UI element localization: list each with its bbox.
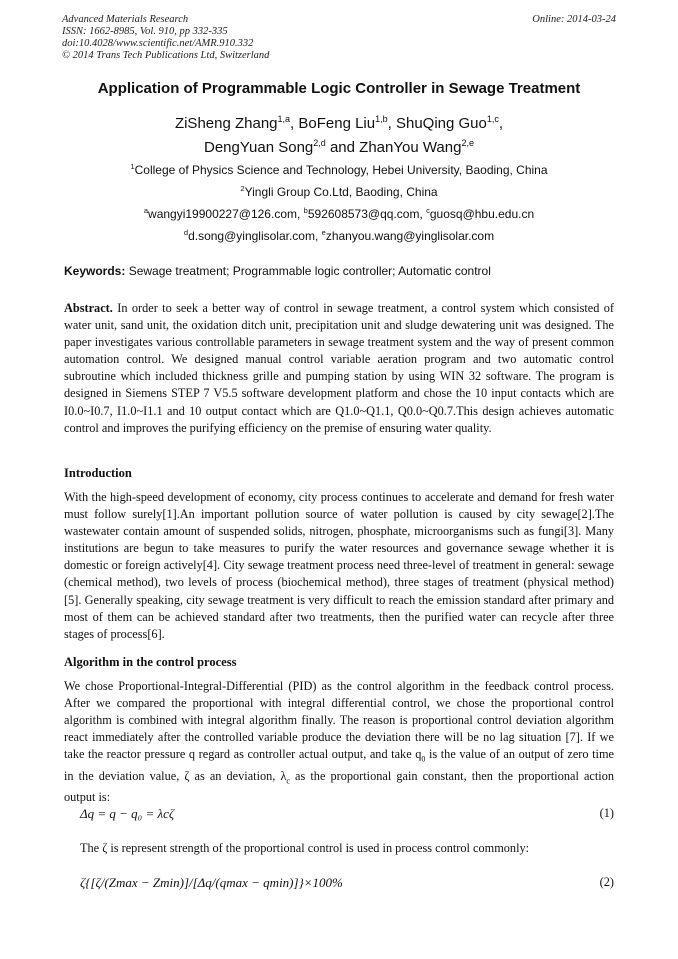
keywords-label: Keywords:	[64, 264, 126, 278]
keywords-text: Sewage treatment; Programmable logic controller; Automatic control	[128, 264, 491, 278]
affil-text: Yingli Group Co.Ltd, Baoding, China	[244, 185, 438, 199]
author-name: ZhanYou Wang	[359, 139, 462, 156]
journal-name: Advanced Materials Research	[62, 14, 189, 25]
algorithm-text-part: is the value of an output of zero time in the deviation value, ζ as an deviation, λ	[64, 747, 614, 783]
author-affil-mark: 1,a	[277, 114, 291, 124]
email-line-1	[40, 207, 638, 221]
email-mark: d	[183, 228, 189, 237]
journal-copyright: © 2014 Trans Tech Publications Ltd, Switzerland	[62, 50, 270, 61]
equation-1-number: (1)	[599, 806, 614, 820]
author-list: ZiSheng Zhang$^{1,a}$, BoFeng Liu$^{1,b}$, ShuQing Guo$^{1,c}$, DengYuan Song$^{2,d}$ and ZhanYou Wang$^{2,e}$	[174, 114, 504, 156]
introduction-heading: Introduction	[64, 466, 132, 480]
email-mark: e	[321, 228, 326, 237]
author-name: BoFeng Liu	[298, 115, 376, 132]
author-name: ZiSheng Zhang	[174, 115, 278, 132]
affil-mark: 2	[240, 184, 245, 193]
subscript: c	[286, 776, 290, 786]
algorithm-text	[64, 678, 614, 807]
email-address: guosq@hbu.edu.cn	[429, 207, 535, 221]
email-address: d.song@yinglisolar.com,	[188, 229, 319, 243]
email-mark: b	[303, 206, 308, 215]
introduction-text: With the high-speed development of economy, city process continues to accelerate and demand for fresh water must follow surely[1].An important pollution source of water pollution is caused by city sewage[2].The wastewater contain amount of suspended solids, nitrogen, phosphate, microorganisms such as fungi[3]. Many institutions are begun to take measures to purify the water resources and governance sewage whether it is domestic or foreign actively[4]. City sewage treatment process need three-level of treatment in general: sewage (chemical method), two levels of process (biochemical method), three stages of treatment (physical method) [5]. Generally speaking, city sewage treatment is very difficult to reach the emission standard after primary and most of them can be achieved standard after two treatments, then the purified water can recycle after three stages of process[6].	[64, 490, 614, 641]
equation-1-expression: Δq = q − q₀ = λcζ	[80, 806, 175, 821]
author-name: ShuQing Guo	[395, 115, 487, 132]
equation-2	[80, 875, 614, 895]
algorithm-text-part: as the proportional gain constant, then the proportional action output is:	[64, 768, 614, 805]
equation-2-number: (2)	[599, 875, 614, 889]
algorithm-text-part: We chose Proportional-Integral-Differential (PID) as the control algorithm in the feedback control process. After we compared the proportional with integral differential control, we chose the proportional control algorithm is combined with integral algorithm finally. The reason is proportional control deviation algorithm react immediately after the controlled variable produce the deviation there will be no lag situation [7]. If we take the reactor pressure q regard as controller actual output, and take q	[64, 679, 614, 762]
journal-doi: doi:10.4028/www.scientific.net/AMR.910.332	[62, 38, 254, 49]
author-name: DengYuan Song	[204, 139, 314, 156]
email-address: zhanyou.wang@yinglisolar.com	[325, 229, 495, 243]
abstract	[64, 300, 614, 437]
algorithm-text-after: The ζ is represent strength of the proportional control is used in process control commonly:	[80, 841, 530, 855]
affil-mark: 1	[130, 162, 135, 171]
email-address: 592608573@qq.com,	[307, 207, 423, 221]
author-affil-mark: 2,d	[313, 138, 326, 148]
abstract-text: In order to seek a better way of control in sewage treatment, a control system which consisted of water unit, sand unit, the oxidation ditch unit, precipitation unit and sludge dewatering unit was designed. The paper investigates various controllable parameters in sewage treatment system and the way of present common automation control. We designed manual control variable aeration program and two automatic control subroutine which included thickness grille and pumping station by using WIN 32 software. The program is designed in Siemens STEP 7 V5.5 software development platform and chose the 10 input contacts which are I0.0~I0.7, I1.0~I1.1 and 10 output contact which are Q1.0~Q1.1, Q0.0~Q0.7.This design achieves automatic control and improves the purifying efficiency on the premise of ensuring water quality.	[64, 301, 614, 435]
email-address: wangyi19900227@126.com,	[148, 207, 301, 221]
journal-header	[62, 14, 616, 62]
author-conjunction: and	[329, 139, 355, 156]
paper-title: Application of Programmable Logic Controller in Sewage Treatment	[97, 80, 581, 97]
online-date: Online: 2014-03-24	[532, 14, 616, 25]
abstract-label: Abstract.	[64, 301, 113, 315]
affiliation-2	[40, 185, 638, 199]
affiliation-1	[40, 163, 638, 177]
keywords	[64, 264, 614, 278]
equation-1	[80, 806, 614, 826]
algorithm-heading: Algorithm in the control process	[64, 655, 237, 669]
subscript: 0	[421, 754, 426, 764]
email-mark: a	[143, 206, 149, 215]
affil-text: College of Physics Science and Technology, Hebei University, Baoding, China	[134, 163, 548, 177]
email-mark: c	[426, 206, 430, 215]
journal-issn: ISSN: 1662-8985, Vol. 910, pp 332-335	[62, 26, 228, 37]
equation-2-expression: ζ{[ζ/(Zmax − Zmin)]/[Δq/(qmax − qmin)]}×100%	[80, 875, 343, 890]
author-affil-mark: 1,b	[375, 114, 388, 124]
email-line-2	[40, 229, 638, 243]
author-affil-mark: 2,e	[461, 138, 474, 148]
author-affil-mark: 1,c	[486, 114, 499, 124]
